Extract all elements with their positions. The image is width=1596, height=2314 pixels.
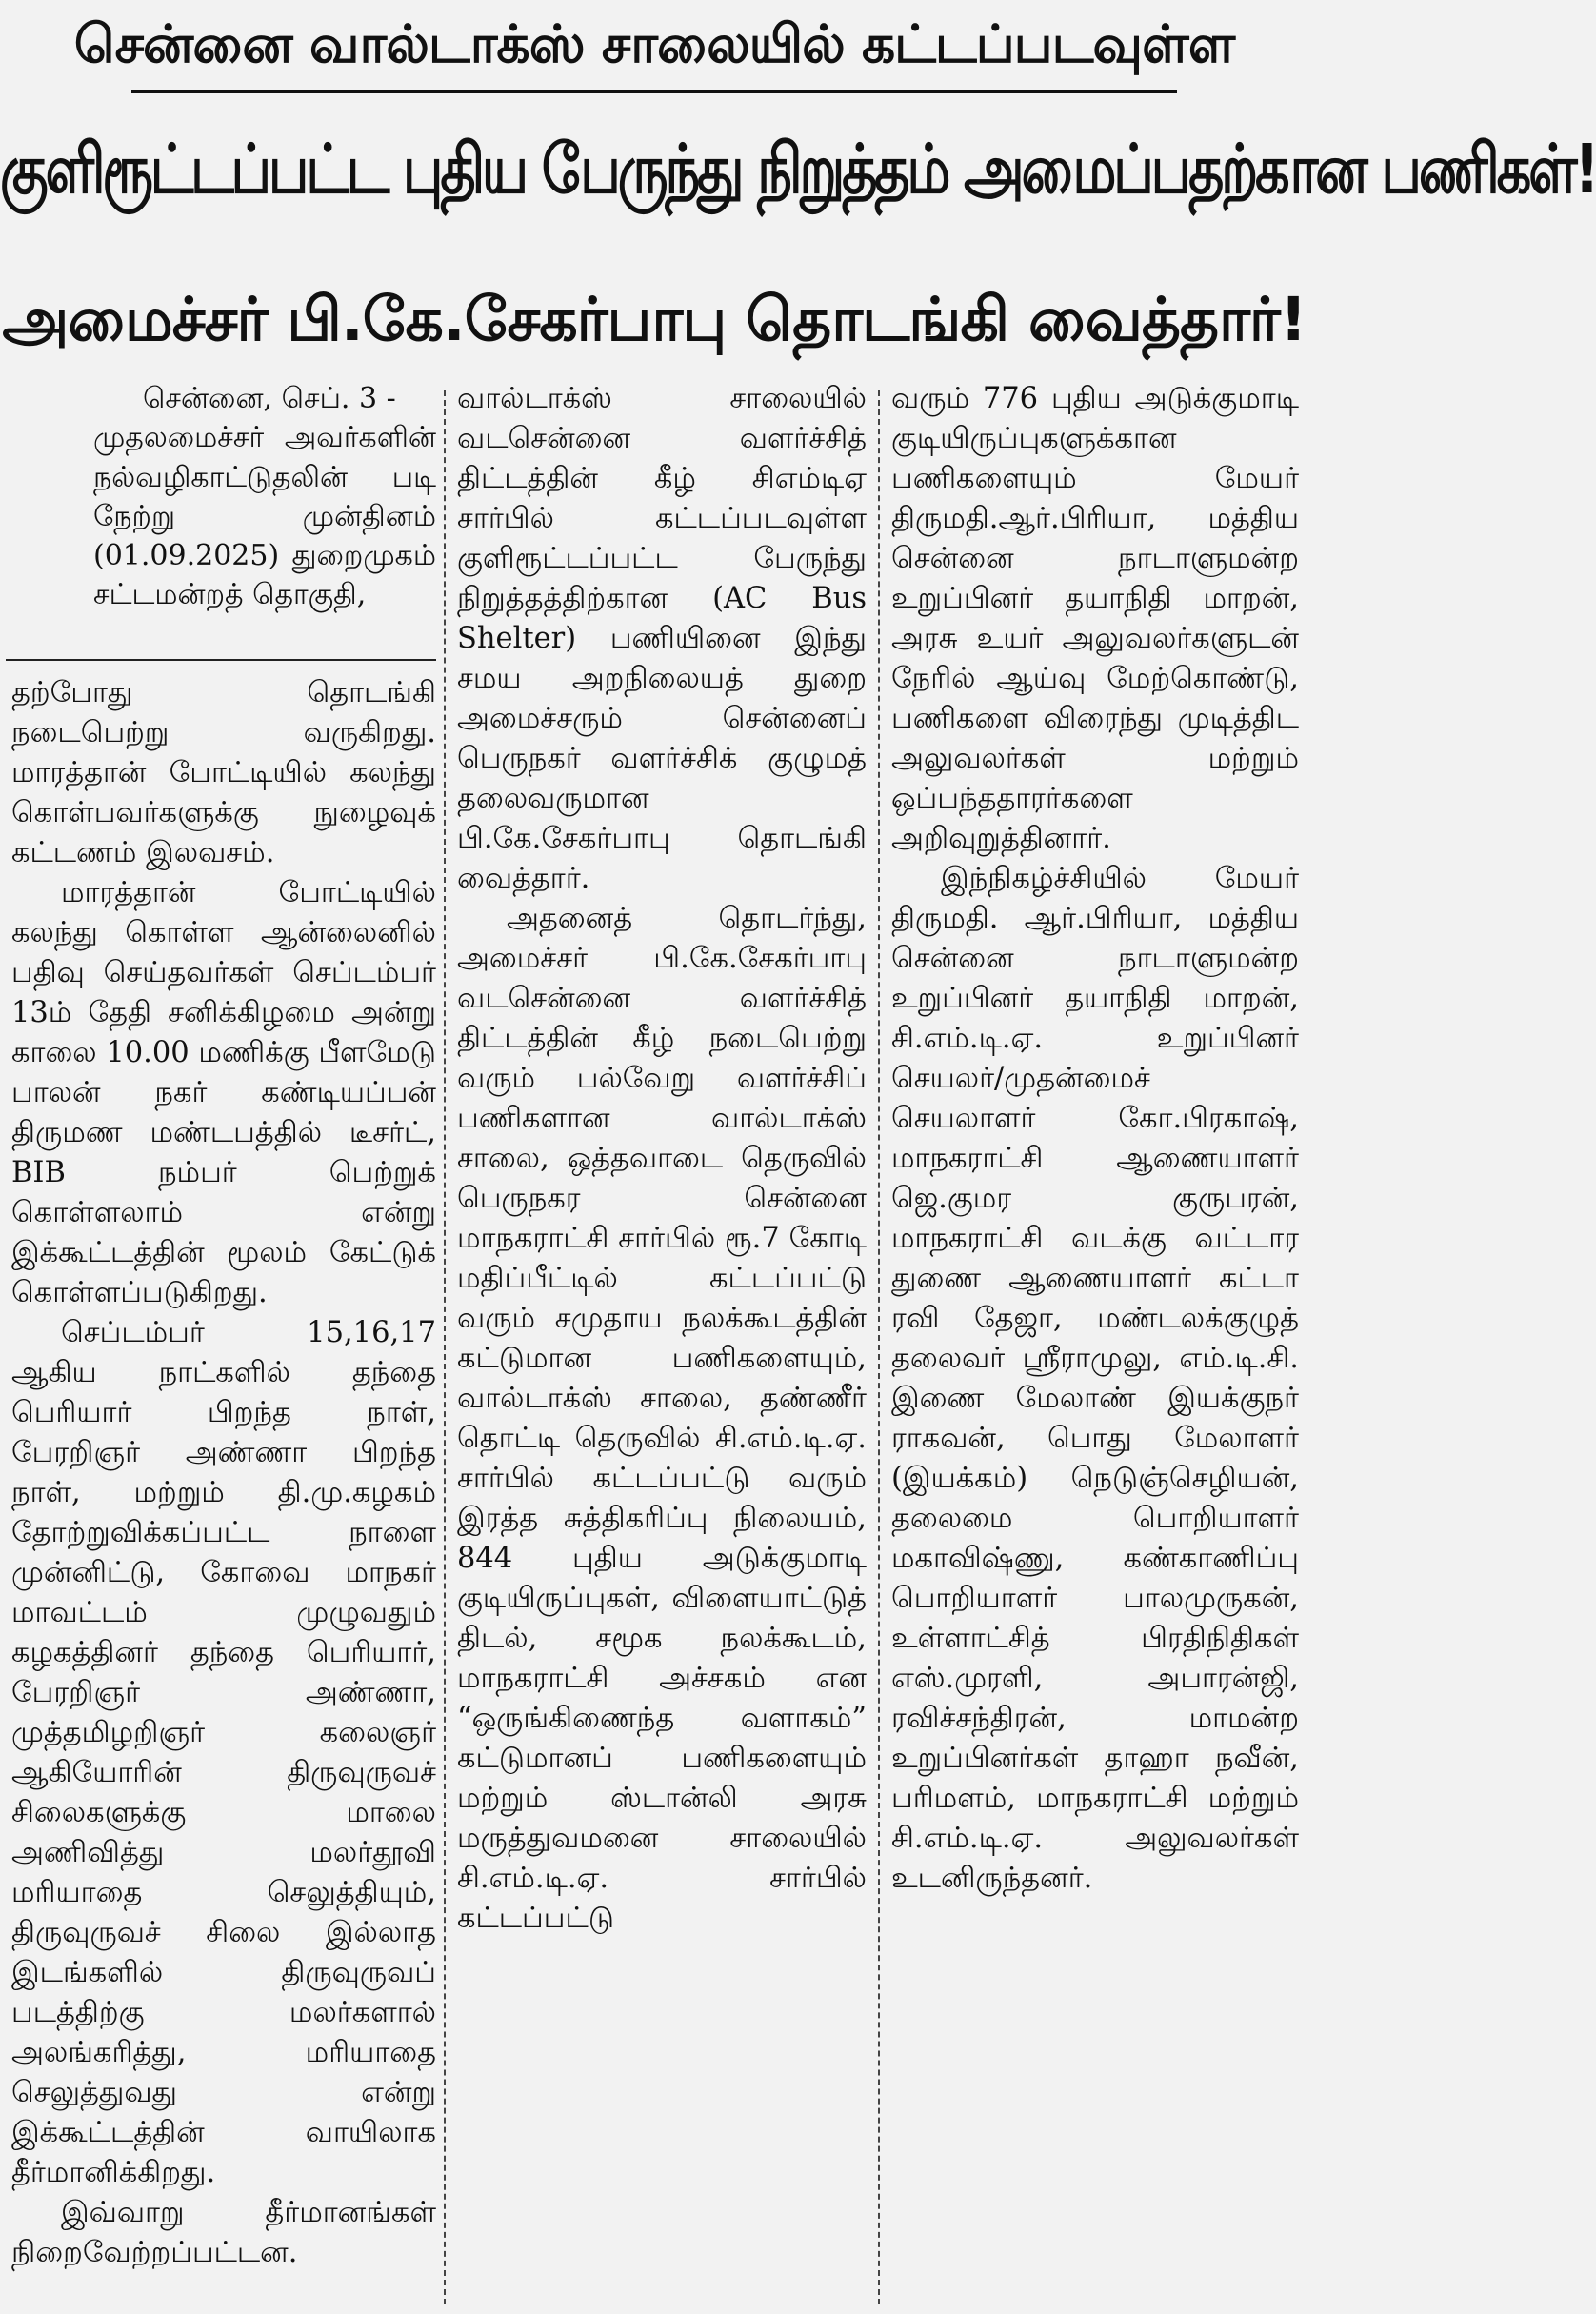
article-paragraph: தற்போது தொடங்கி நடைபெற்று வருகிறது. மாரத்தான் போட்டியில் கலந்து கொள்பவர்களுக்கு நுழைவுக் கட்டணம் இலவசம். bbox=[11, 676, 436, 869]
article-paragraph: அதனைத் தொடர்ந்து, அமைச்சர் பி.கே.சேகர்பாபு வடசென்னை வளர்ச்சித் திட்டத்தின் கீழ் நடைபெற்று வரும் பல்வேறு வளர்ச்சிப் பணிகளான வால்டாக்ஸ் சாலை, ஒத்தவாடை தெருவில் பெருநகர சென்னை மாநகராட்சி சார்பில் ரூ.7 கோடி மதிப்பீட்டில் கட்டப்பட்டு வரும் சமுதாய நலக்கூடத்தின் கட்டுமான பணிகளையும், வால்டாக்ஸ் சாலை, தண்ணீர் தொட்டி தெருவில் சி.எம்.டி.ஏ. சார்பில் கட்டப்பட்டு வரும் இரத்த சுத்திகரிப்பு நிலையம், 844 புதிய அடுக்குமாடி குடியிருப்புகள், விளையாட்டுத் திடல், சமூக நலக்கூடம், மாநகராட்சி அச்சகம் என “ஒருங்கிணைந்த வளாகம்” கட்டுமானப் பணிகளையும் மற்றும் ஸ்டான்லி அரசு மருத்துவமனை சாலையில் சி.எம்.டி.ஏ. சார்பில் கட்டப்பட்டு bbox=[457, 902, 867, 1935]
main-headline: குளிரூட்டப்பட்ட புதிய பேருந்து நிறுத்தம் அமைப்பதற்கான பணிகள்! bbox=[0, 130, 1596, 209]
article-paragraph: வால்டாக்ஸ் சாலையில் வடசென்னை வளர்ச்சித் திட்டத்தின் கீழ் சிஎம்டிஏ சார்பில் கட்டப்படவுள்ள குளிரூட்டப்பட்ட பேருந்து நிறுத்தத்திற்கான (AC Bus Shelter) பணியினை இந்து சமய அறநிலையத் துறை அமைச்சரும் சென்னைப் பெருநகர் வளர்ச்சிக் குழுமத் தலைவருமான பி.கே.சேகர்பாபு தொடங்கி வைத்தார். bbox=[457, 382, 867, 895]
kicker-headline: சென்னை வால்டாக்ஸ் சாலையில் கட்டப்படவுள்ள bbox=[73, 13, 1235, 74]
article-column-1 bbox=[11, 673, 436, 2273]
article-paragraph: முதலமைச்சர் அவர்களின் நல்வழிகாட்டுதலின் படி நேற்று முன்தினம் (01.09.2025) துறைமுகம் சட்டமன்றத் தொகுதி, bbox=[93, 421, 436, 612]
article-column-2 bbox=[457, 379, 867, 1939]
article-paragraph: செப்டம்பர் 15,16,17 ஆகிய நாட்களில் தந்தை பெரியார் பிறந்த நாள், பேரறிஞர் அண்ணா பிறந்த நாள், மற்றும் தி.மு.கழகம் தோற்றுவிக்கப்பட்ட நாளை முன்னிட்டு, கோவை மாநகர் மாவட்டம் முழுவதும் கழகத்தினர் தந்தை பெரியார், பேரறிஞர் அண்ணா, முத்தமிழறிஞர் கலைஞர் ஆகியோரின் திருவுருவச் சிலைகளுக்கு மாலை அணிவித்து மலர்தூவி மரியாதை செலுத்தியும், திருவுருவச் சிலை இல்லாத இடங்களில் திருவுருவப் படத்திற்கு மலர்களால் அலங்கரித்து, மரியாதை செலுத்துவது என்று இக்கூட்டத்தின் வாயிலாக தீர்மானிக்கிறது. bbox=[11, 1316, 436, 2189]
article-column-1-top bbox=[93, 379, 436, 615]
article-paragraph: இவ்வாறு தீர்மானங்கள் நிறைவேற்றப்பட்டன. bbox=[11, 2196, 436, 2269]
column-1-divider bbox=[6, 659, 436, 661]
sub-headline: அமைச்சர் பி.கே.சேகர்பாபு தொடங்கி வைத்தார்! bbox=[2, 285, 1307, 354]
article-paragraph: சென்னை, செப். 3 - bbox=[143, 382, 396, 415]
headline-rule bbox=[131, 90, 1177, 93]
article-paragraph: மாரத்தான் போட்டியில் கலந்து கொள்ள ஆன்லைனில் பதிவு செய்தவர்கள் செப்டம்பர் 13ம் தேதி சனிக்கிழமை அன்று காலை 10.00 மணிக்கு பீளமேடு பாலன் நகர் கண்டியப்பன் திருமண மண்டபத்தில் டீசர்ட், BIB நம்பர் பெற்றுக் கொள்ளலாம் என்று இக்கூட்டத்தின் மூலம் கேட்டுக் கொள்ளப்படுகிறது. bbox=[11, 876, 437, 1309]
article-paragraph: இந்நிகழ்ச்சியில் மேயர் திருமதி. ஆர்.பிரியா, மத்திய சென்னை நாடாளுமன்ற உறுப்பினர் தயாநிதி மாறன், சி.எம்.டி.ஏ. உறுப்பினர் செயலர்/முதன்மைச் செயலாளர் கோ.பிரகாஷ், மாநகராட்சி ஆணையாளர் ஜெ.குமர குருபரன், மாநகராட்சி வடக்கு வட்டார துணை ஆணையாளர் கட்டா ரவி தேஜா, மண்டலக்குழுத் தலைவர் ஸ்ரீராமுலு, எம்.டி.சி. இணை மேலாண் இயக்குநர் ராகவன், பொது மேலாளர் (இயக்கம்) நெடுஞ்செழியன், தலைமை பொறியாளர் மகாவிஷ்ணு, கண்காணிப்பு பொறியாளர் பாலமுருகன், உள்ளாட்சித் பிரதிநிதிகள் எஸ்.முரளி, அபாரன்ஜி, ரவிச்சந்திரன், மாமன்ற உறுப்பினர்கள் தாஹா நவீன், பரிமளம், மாநகராட்சி மற்றும் சி.எம்.டி.ஏ. அலுவலர்கள் உடனிருந்தனர். bbox=[891, 862, 1299, 1895]
column-divider-2 bbox=[878, 390, 880, 2304]
article-paragraph: வரும் 776 புதிய அடுக்குமாடி குடியிருப்புகளுக்கான பணிகளையும் மேயர் திருமதி.ஆர்.பிரியா, மத்திய சென்னை நாடாளுமன்ற உறுப்பினர் தயாநிதி மாறன், அரசு உயர் அலுவலர்களுடன் நேரில் ஆய்வு மேற்கொண்டு, பணிகளை விரைந்து முடித்திட அலுவலர்கள் மற்றும் ஒப்பந்ததாரர்களை அறிவுறுத்தினார். bbox=[891, 382, 1299, 855]
column-divider-1 bbox=[444, 390, 446, 2304]
article-column-3 bbox=[891, 379, 1299, 1899]
